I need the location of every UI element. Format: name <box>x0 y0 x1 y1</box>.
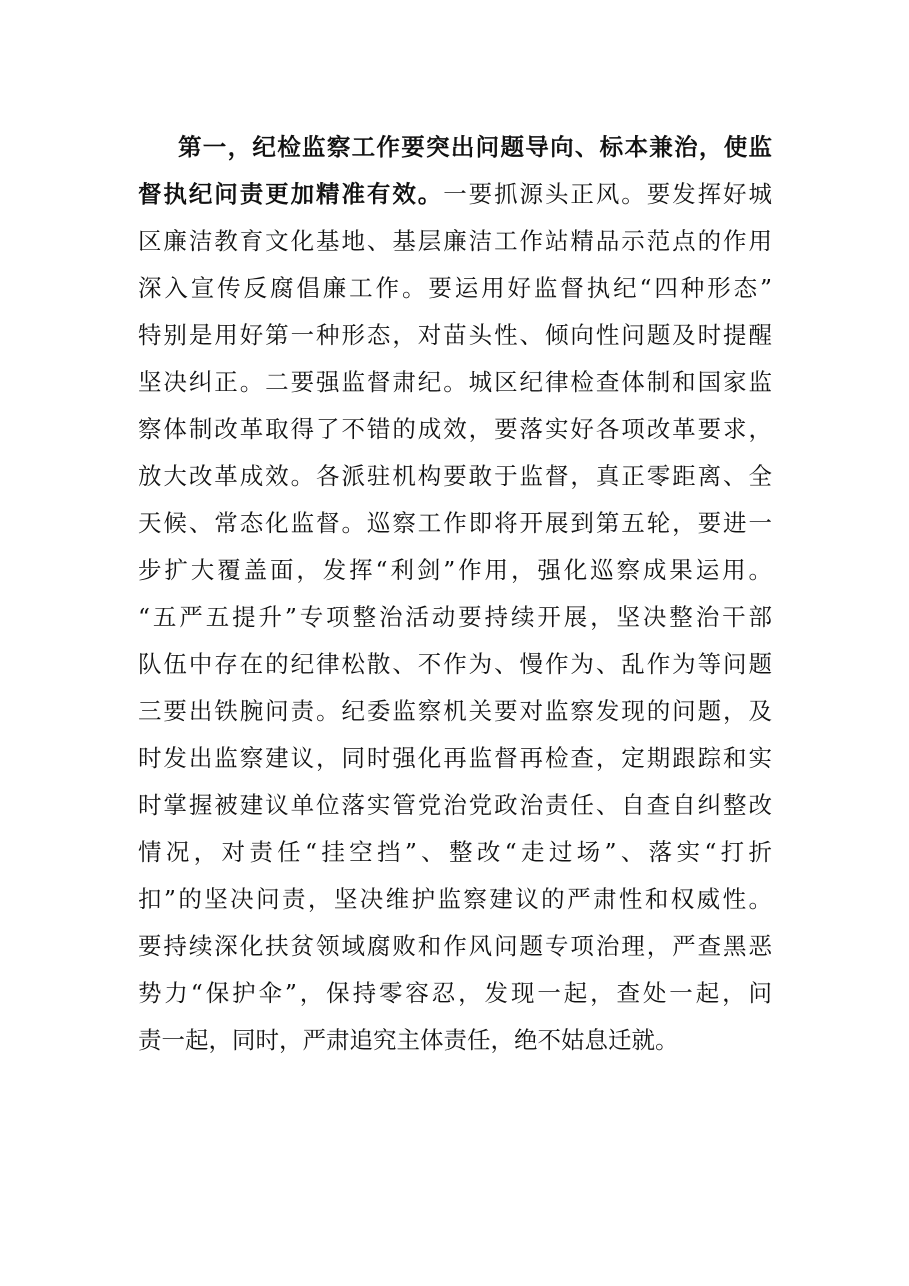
body-text: 时发出监察建议，同时强化再监督再检查，定期跟踪和实 <box>138 744 772 772</box>
paragraph <box>138 124 772 1064</box>
body-text: 三要出铁腕问责。纪委监察机关要对监察发现的问题，及 <box>138 697 772 725</box>
bold-heading-text: 第一，纪检监察工作要突出问题导向、标本兼治，使监 <box>178 133 772 161</box>
text-line <box>138 782 772 829</box>
body-text: 队伍中存在的纪律松散、不作为、慢作为、乱作为等问题 <box>138 650 772 678</box>
text-line <box>138 688 772 735</box>
body-text: 区廉洁教育文化基地、基层廉洁工作站精品示范点的作用 <box>138 227 772 255</box>
body-text: 天候、常态化监督。巡察工作即将开展到第五轮，要进一 <box>138 509 772 537</box>
text-line <box>138 829 772 876</box>
body-text: 扣”的坚决问责，坚决维护监察建议的严肃性和权威性。 <box>138 885 772 913</box>
bold-heading-text: 督执纪问责更加精准有效。 <box>138 180 444 208</box>
text-line <box>138 359 772 406</box>
text-line <box>138 124 772 171</box>
body-text: 要持续深化扶贫领域腐败和作风问题专项治理，严查黑恶 <box>138 932 772 960</box>
text-line <box>138 970 772 1017</box>
body-text: 责一起，同时，严肃追究主体责任，绝不姑息迁就。 <box>138 1026 679 1054</box>
body-text: 时掌握被建议单位落实管党治党政治责任、自查自纠整改 <box>138 791 772 819</box>
text-line <box>138 171 772 218</box>
body-text: 特别是用好第一种形态，对苗头性、倾向性问题及时提醒 <box>138 321 772 349</box>
body-text: “五严五提升”专项整治活动要持续开展，坚决整治干部 <box>138 603 772 631</box>
body-text: 情况，对责任“挂空挡”、整改“走过场”、落实“打折 <box>138 838 772 866</box>
text-line <box>138 265 772 312</box>
body-text: 察体制改革取得了不错的成效，要落实好各项改革要求， <box>138 415 772 443</box>
text-line <box>138 1017 772 1064</box>
body-text: 深入宣传反腐倡廉工作。要运用好监督执纪“四种形态” <box>138 274 772 302</box>
body-text: 坚决纠正。二要强监督肃纪。城区纪律检查体制和国家监 <box>138 368 772 396</box>
body-text: 放大改革成效。各派驻机构要敢于监督，真正零距离、全 <box>138 462 772 490</box>
text-line <box>138 218 772 265</box>
text-line <box>138 735 772 782</box>
body-text: 势力“保护伞”，保持零容忍，发现一起，查处一起，问 <box>138 979 772 1007</box>
text-line <box>138 641 772 688</box>
text-line <box>138 453 772 500</box>
text-line <box>138 923 772 970</box>
text-line <box>138 406 772 453</box>
text-line <box>138 500 772 547</box>
text-line <box>138 312 772 359</box>
text-line <box>138 876 772 923</box>
body-text: 步扩大覆盖面，发挥“利剑”作用，强化巡察成果运用。 <box>138 556 772 584</box>
text-line <box>138 547 772 594</box>
text-line <box>138 594 772 641</box>
body-text: 一要抓源头正风。要发挥好城 <box>443 180 772 208</box>
